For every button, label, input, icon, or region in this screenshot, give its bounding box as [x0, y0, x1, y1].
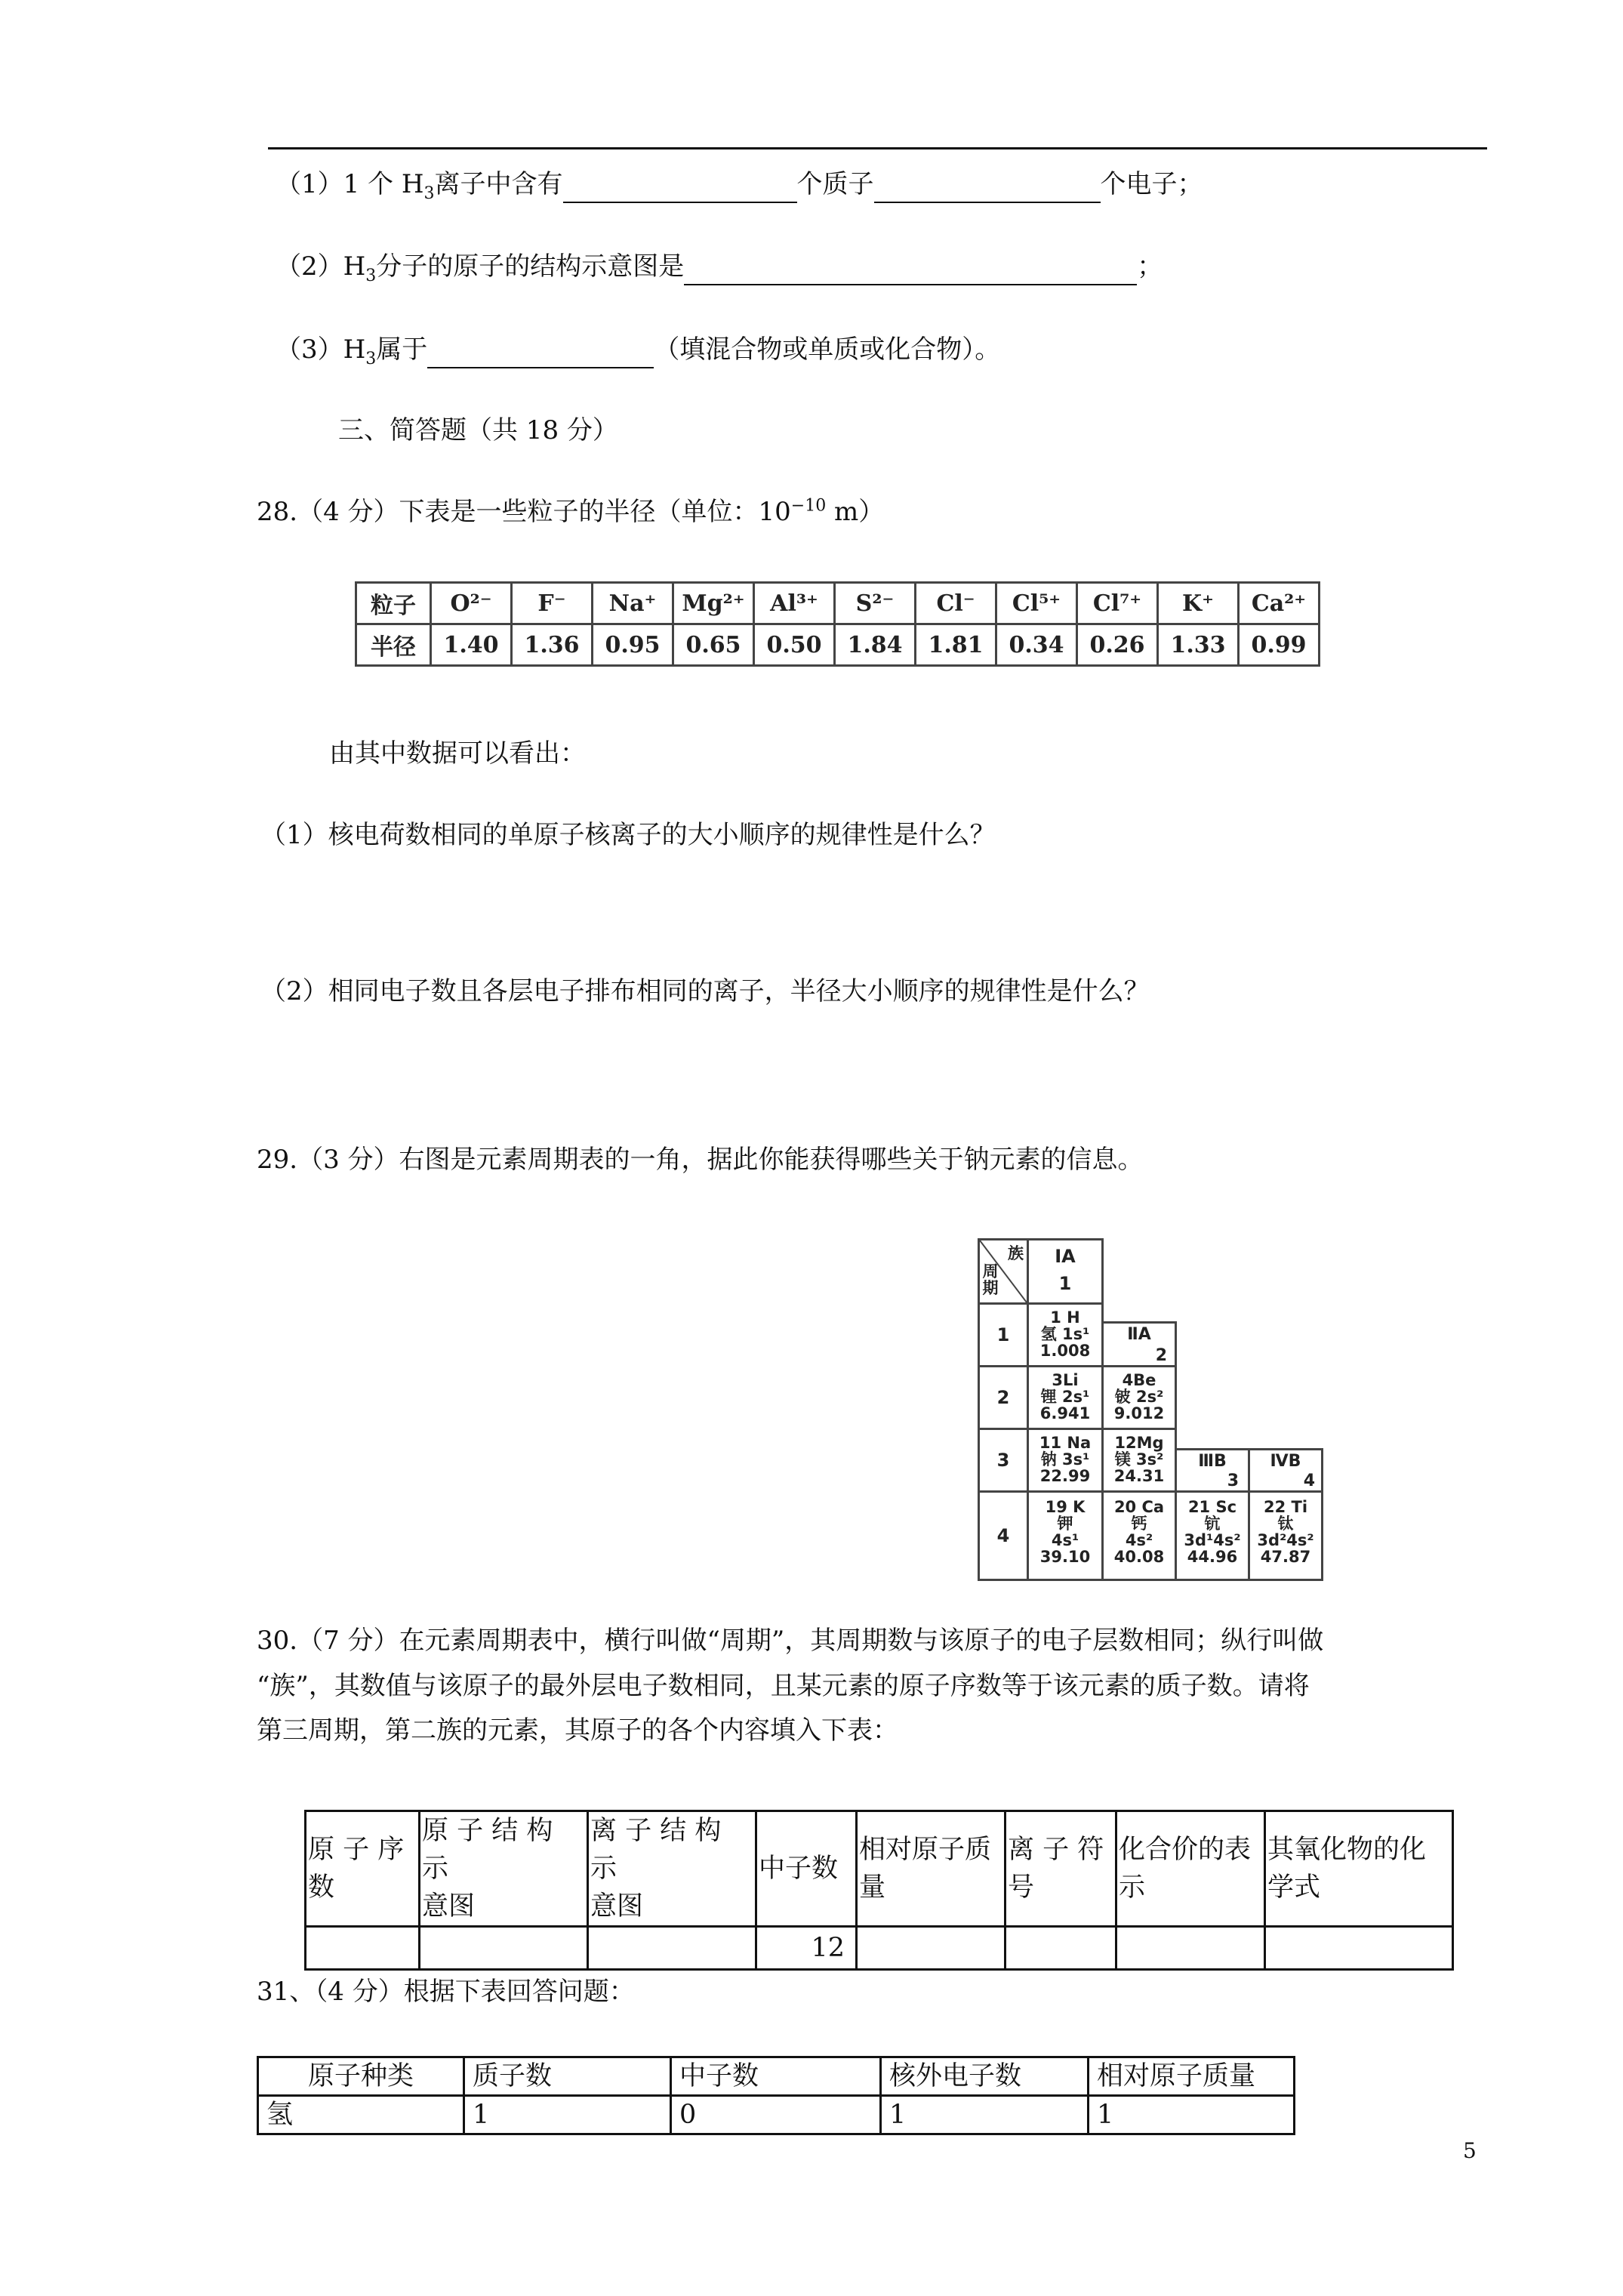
element-symbol: 20 Ca — [1113, 1498, 1165, 1516]
element-mass: 22.99 — [1039, 1467, 1091, 1485]
pt-group-label: ⅣB — [1270, 1452, 1301, 1471]
table-cell: 0 — [671, 2096, 881, 2134]
table-cell: 1 — [1089, 2096, 1295, 2134]
table-cell: 1 — [881, 2096, 1089, 2134]
table-cell: 0.26 — [1077, 624, 1158, 666]
table-cell: 粒子 — [356, 583, 431, 624]
pt-group-number: 2 — [1155, 1346, 1167, 1365]
q31-stem: 31、（4 分）根据下表回答问题： — [257, 1977, 635, 2007]
table-cell: 0.34 — [996, 624, 1077, 666]
header-atomic-number: 原 子 序 数 — [306, 1811, 420, 1927]
pt-header-group: 族 — [1008, 1244, 1024, 1262]
table-header-cell: 核外电子数 — [881, 2057, 1089, 2096]
q27-line1: （1）1 个 $H_3$离子中含有 个质子 个电子； — [276, 169, 1203, 203]
table-header-cell: 中子数 — [671, 2057, 881, 2096]
element-symbol: 12Mg — [1114, 1434, 1164, 1452]
element-symbol: 4Be — [1122, 1371, 1156, 1389]
pt-period-3: 3 — [978, 1428, 1029, 1493]
table-cell: Mg²⁺ — [673, 583, 754, 624]
cell-oxide-formula[interactable] — [1265, 1927, 1453, 1970]
pt-period-1: 1 — [978, 1302, 1029, 1367]
element-ca — [1101, 1490, 1177, 1581]
table-cell: S²⁻ — [835, 583, 916, 624]
pt-group-number: 1 — [1058, 1273, 1072, 1294]
cell-neutron-count: 12 — [756, 1927, 857, 1970]
pt-group-1 — [1027, 1238, 1104, 1305]
blank-electrons[interactable] — [874, 173, 1101, 203]
element-name: 钛 — [1277, 1515, 1294, 1533]
q30-line3: 第三周期，第二族的元素，其原子的各个内容填入下表： — [257, 1715, 898, 1746]
element-symbol: 11 Na — [1039, 1434, 1092, 1452]
element-config: 4s² — [1125, 1531, 1153, 1549]
table-cell: 0.65 — [673, 624, 754, 666]
table-header-row — [258, 2057, 1295, 2096]
blank-substance-type[interactable] — [427, 338, 654, 368]
element-config: 铍 2s² — [1114, 1388, 1164, 1406]
q28-sub2: （2）相同电子数且各层电子排布相同的离子，半径大小顺序的规律性是什么？ — [260, 976, 1150, 1006]
element-h — [1027, 1302, 1104, 1367]
q28-sub1: （1）核电荷数相同的单原子核离子的大小顺序的规律性是什么？ — [260, 820, 996, 850]
element-config: 镁 3s² — [1114, 1450, 1164, 1469]
table-cell: F⁻ — [512, 583, 593, 624]
table-cell: 氢 — [258, 2096, 464, 2134]
table-cell: Cl⁷⁺ — [1077, 583, 1158, 624]
table-cell: 1.40 — [431, 624, 512, 666]
table-cell: 1.81 — [916, 624, 996, 666]
element-symbol: 19 K — [1045, 1498, 1086, 1516]
pt-group-label: ⅡA — [1127, 1325, 1151, 1344]
element-name: 钾 — [1057, 1515, 1073, 1533]
pt-period-2: 2 — [978, 1365, 1029, 1430]
pt-header-corner — [978, 1238, 1029, 1305]
table-cell: Ca²⁺ — [1239, 583, 1320, 624]
header-ion-symbol: 离 子 符 号 — [1006, 1811, 1116, 1927]
header-atom-structure: 原 子 结 构 示 意图 — [420, 1811, 588, 1927]
element-mass: 6.941 — [1039, 1404, 1091, 1422]
q30-line1: 30.（7 分）在元素周期表中，横行叫做“周期”，其周期数与该原子的电子层数相同；纵行叫做 — [257, 1626, 1324, 1656]
cell-atomic-number[interactable] — [306, 1927, 420, 1970]
section-heading: 三、简答题（共 18 分） — [338, 415, 618, 445]
table-row — [356, 624, 1320, 666]
cell-ion-symbol[interactable] — [1006, 1927, 1116, 1970]
table-row — [356, 583, 1320, 624]
blank-structure-diagram[interactable] — [684, 255, 1137, 285]
element-mass: 40.08 — [1113, 1548, 1165, 1566]
header-valence: 化合价的表 示 — [1116, 1811, 1265, 1927]
element-mass: 44.96 — [1187, 1548, 1238, 1566]
element-mg — [1101, 1428, 1177, 1493]
pt-group-number: 4 — [1303, 1472, 1315, 1490]
header-oxide-formula: 其氧化物的化 学式 — [1265, 1811, 1453, 1927]
element-k — [1027, 1490, 1104, 1581]
header-neutron-count: 中子数 — [756, 1811, 857, 1927]
pt-group-number: 3 — [1227, 1472, 1239, 1490]
element-config: 3d²4s² — [1257, 1531, 1314, 1549]
q31-table — [257, 2056, 1295, 2135]
table-cell: 1 — [464, 2096, 671, 2134]
element-name: 钙 — [1131, 1515, 1147, 1533]
header-rule — [268, 147, 1487, 149]
element-mass: 39.10 — [1039, 1548, 1091, 1566]
table-cell: 1.36 — [512, 624, 593, 666]
table-header-row — [306, 1811, 1453, 1927]
q27-line3: $(3)H_3$属于 （填混合物或单质或化合物）。 — [276, 334, 1001, 368]
pt-group-2 — [1101, 1321, 1177, 1367]
element-mass: 9.012 — [1113, 1404, 1165, 1422]
table-cell: 半径 — [356, 624, 431, 666]
cell-relative-mass[interactable] — [857, 1927, 1006, 1970]
q27-line2: $(2)H_3$分子的原子的结构示意图是 ； — [276, 251, 1163, 285]
pt-header-period: 周期 — [982, 1262, 999, 1297]
table-header-cell: 相对原子质量 — [1089, 2057, 1295, 2096]
page-number: 5 — [1463, 2138, 1477, 2163]
q29-stem: 29.（3 分）右图是元素周期表的一角，据此你能获得哪些关于钠元素的信息。 — [257, 1145, 1144, 1175]
element-symbol: 22 Ti — [1263, 1498, 1308, 1516]
pt-group-3 — [1175, 1448, 1250, 1493]
element-config: 4s¹ — [1051, 1531, 1079, 1549]
q28-stem: 28.（4 分）下表是一些粒子的半径（单位：$10^{-10}$ m） — [257, 496, 885, 527]
pt-group-label: ⅠA — [1055, 1246, 1076, 1267]
radius-table — [355, 581, 1320, 667]
cell-valence[interactable] — [1116, 1927, 1265, 1970]
element-sc — [1175, 1490, 1250, 1581]
table-cell: Cl⁻ — [916, 583, 996, 624]
element-be — [1101, 1365, 1177, 1430]
cell-atom-structure[interactable] — [420, 1927, 588, 1970]
table-cell: 1.33 — [1158, 624, 1239, 666]
table-cell: 0.50 — [754, 624, 835, 666]
table-cell: 0.99 — [1239, 624, 1320, 666]
element-config: 钠 3s¹ — [1040, 1450, 1090, 1469]
blank-protons[interactable] — [563, 173, 797, 203]
element-symbol: 1 H — [1050, 1308, 1080, 1327]
pt-period-4: 4 — [978, 1490, 1029, 1581]
cell-ion-structure[interactable] — [588, 1927, 756, 1970]
element-ti — [1248, 1490, 1323, 1581]
table-cell: 1.84 — [835, 624, 916, 666]
element-config: 氢 1s¹ — [1040, 1325, 1090, 1343]
table-cell: Al³⁺ — [754, 583, 835, 624]
q28-intro: 由其中数据可以看出： — [329, 738, 586, 769]
table-cell: O²⁻ — [431, 583, 512, 624]
header-relative-mass: 相对原子质 量 — [857, 1811, 1006, 1927]
q30-answer-table — [304, 1810, 1454, 1971]
element-symbol: 21 Sc — [1187, 1498, 1237, 1516]
pt-group-label: ⅢB — [1198, 1452, 1227, 1471]
element-li — [1027, 1365, 1104, 1430]
element-symbol: 3Li — [1052, 1371, 1079, 1389]
table-cell: Cl⁵⁺ — [996, 583, 1077, 624]
element-name: 钪 — [1204, 1515, 1221, 1533]
table-header-cell: 质子数 — [464, 2057, 671, 2096]
header-ion-structure: 离 子 结 构 示 意图 — [588, 1811, 756, 1927]
table-cell: 0.95 — [593, 624, 673, 666]
table-row — [258, 2096, 1295, 2134]
table-cell: K⁺ — [1158, 583, 1239, 624]
table-row — [306, 1927, 1453, 1970]
element-mass: 24.31 — [1113, 1467, 1165, 1485]
element-na — [1027, 1428, 1104, 1493]
q30-line2: “族”，其数值与该原子的最外层电子数相同，且某元素的原子序数等于该元素的质子数。请将 — [257, 1671, 1310, 1701]
element-mass: 1.008 — [1039, 1342, 1091, 1360]
pt-group-4 — [1248, 1448, 1323, 1493]
table-cell: Na⁺ — [593, 583, 673, 624]
element-config: 锂 2s¹ — [1040, 1388, 1090, 1406]
table-header-cell: 原子种类 — [258, 2057, 464, 2096]
element-config: 3d¹4s² — [1184, 1531, 1241, 1549]
element-mass: 47.87 — [1260, 1548, 1311, 1566]
